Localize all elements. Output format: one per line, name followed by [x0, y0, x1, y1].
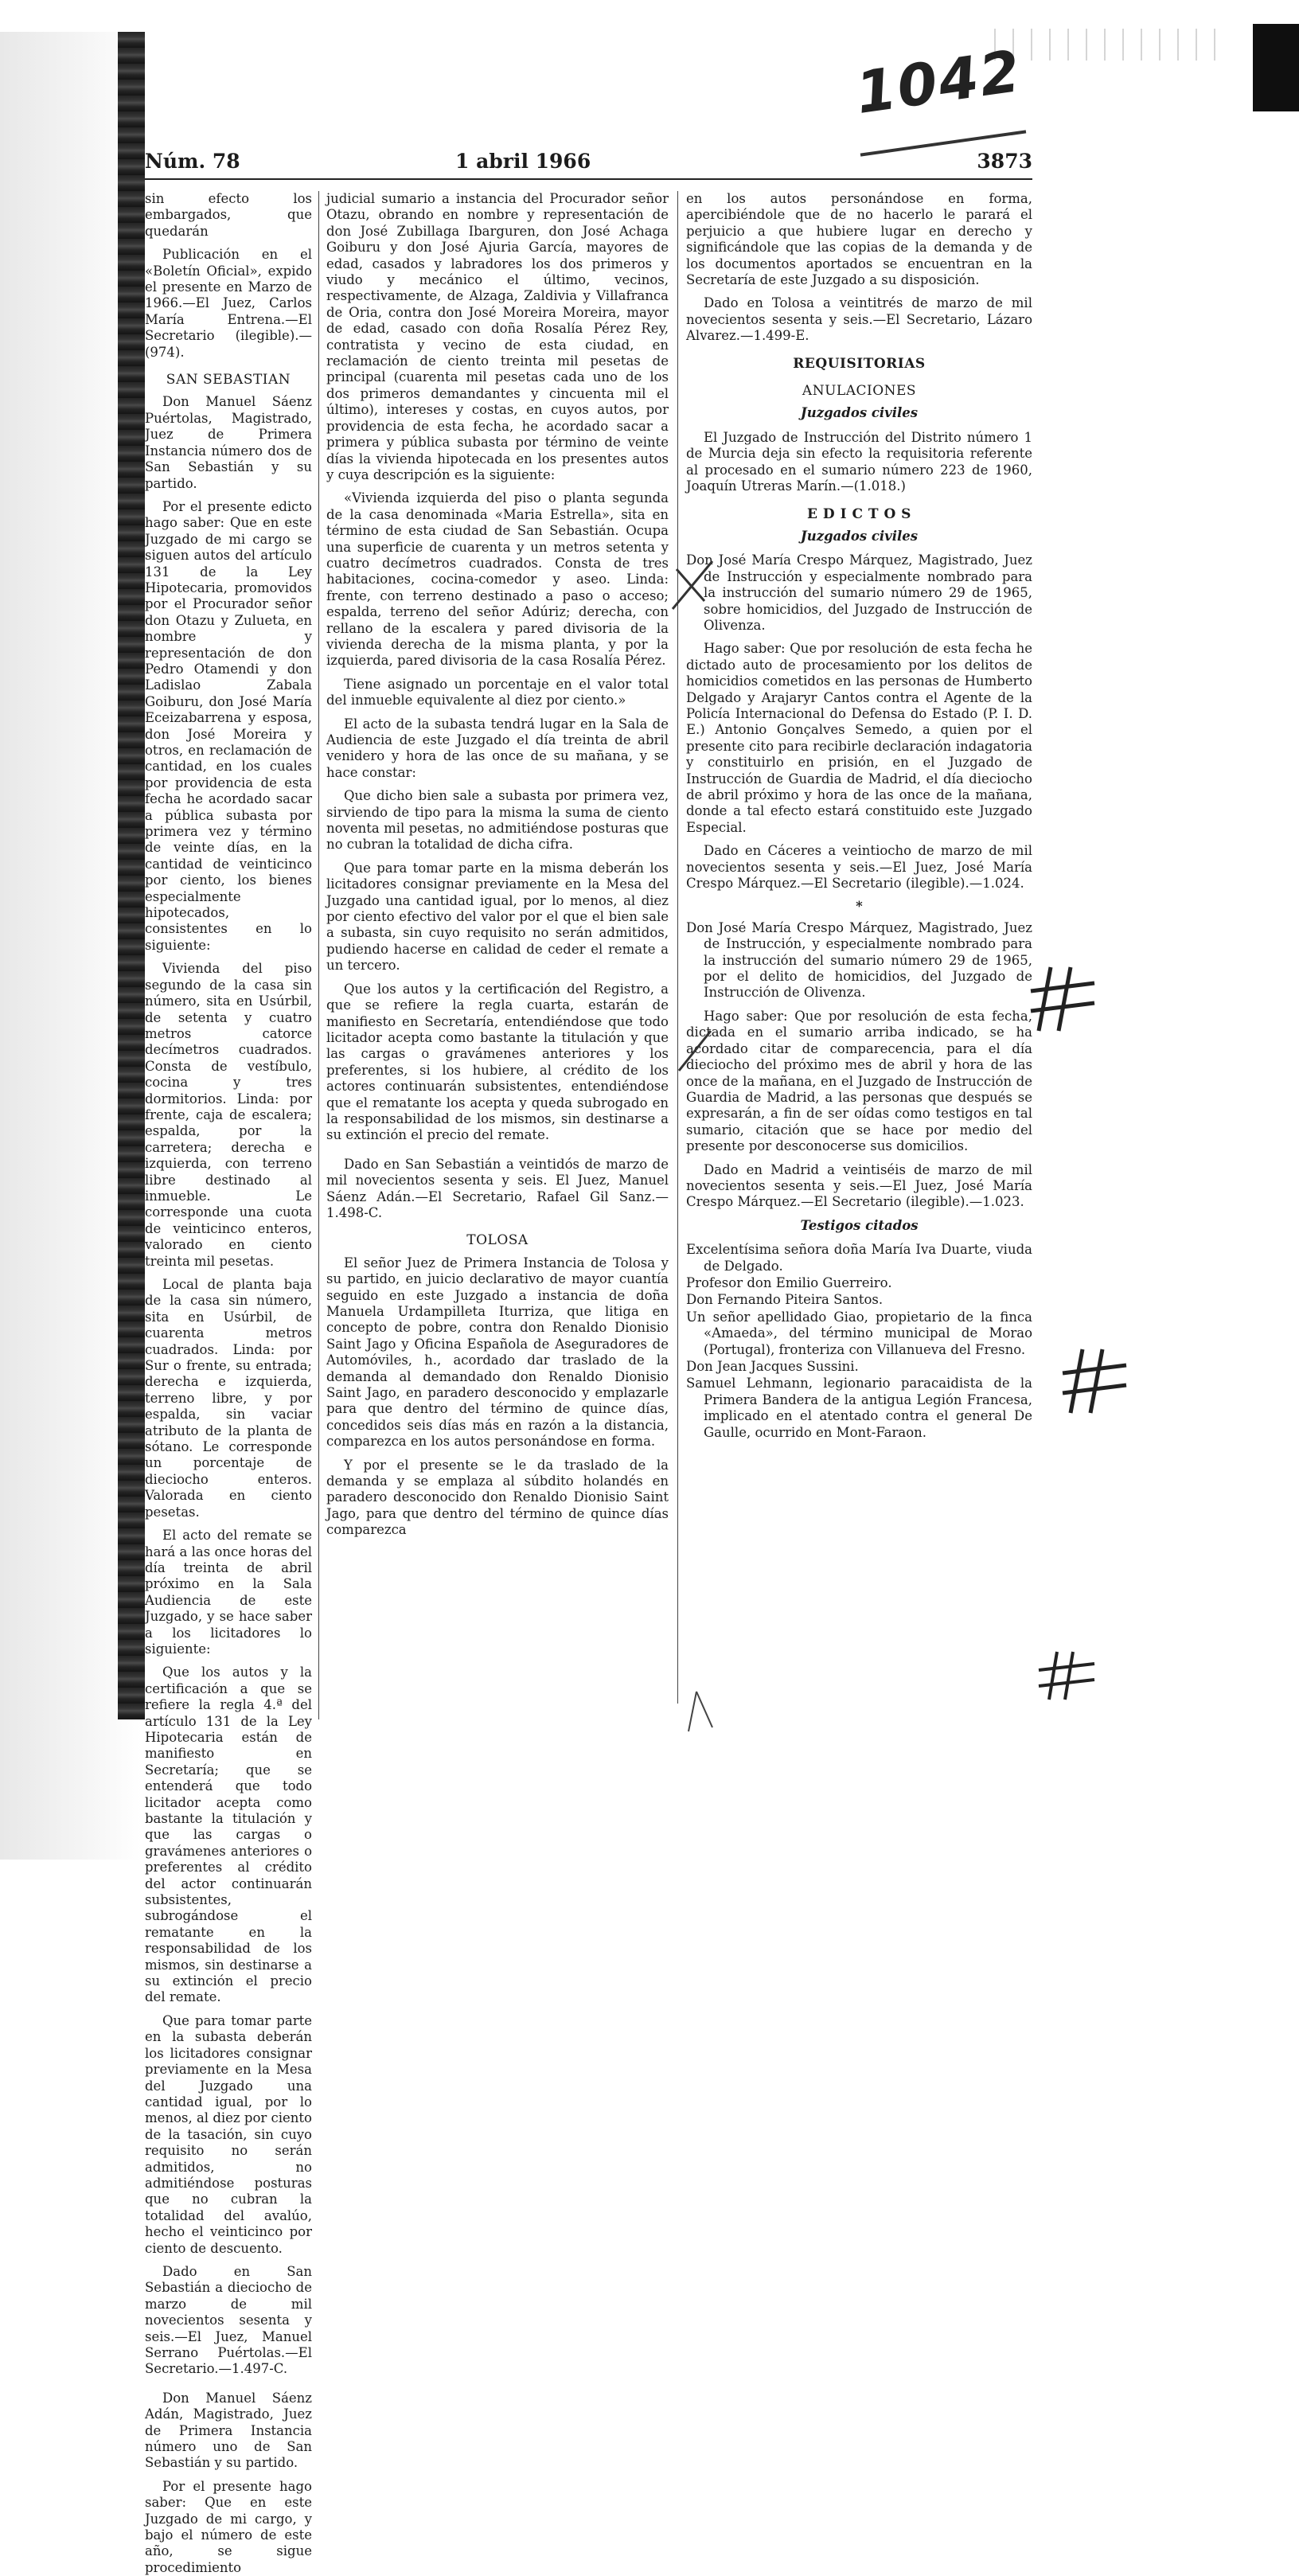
paragraph: Publicación en el «Boletín Oficial», expido el presente en Marzo de 1966.—El Juez, Carlos María Entrena.—El Secretario (ilegible).—(974).: [145, 247, 312, 360]
section-heading: SAN SEBASTIAN: [166, 372, 291, 388]
paragraph: Dado en Cáceres a veintiocho de marzo de mil novecientos sesenta y seis.—El Juez, José María Crespo Márquez.—El Secretario (ilegible).—1.024.: [686, 843, 1032, 892]
hash-mark-scribble: [1035, 1648, 1098, 1704]
hash-mark-scribble: [1027, 963, 1098, 1035]
column-3: [686, 191, 1032, 1727]
paragraph: Que para tomar parte en la misma deberán los licitadores consignar previamente en la Mesa del Juzgado una cantidad igual, por lo menos, al diez por ciento efectivo del valor por el que el bien sale a subasta, sin cuyo requisito no serán admitidos, pudiendo hacerse en calidad de ceder el remate a un tercero.: [326, 860, 669, 974]
issue-number: Núm. 78: [145, 150, 240, 173]
paragraph: Dado en San Sebastián a veintidós de marzo de mil novecientos sesenta y seis. El Juez, Manuel Sáenz Adán.—El Secretario, Rafael Gil Sanz.—1.498-C.: [326, 1156, 669, 1220]
witness-list: [686, 1242, 1032, 1441]
paragraph: judicial sumario a instancia del Procurador señor Otazu, obrando en nombre y representación de don José Zubillaga Ibarguren, don José Achaga Goiburu y don José Ajuria García, mayores de edad, casados y labradores los dos primeros y viudo y mecánico el último, vecinos, respectivamente, de Alzaga, Zaldivia y Villafranca de Oria, contra don José Moreira Moreira, mayor de edad, casado con doña Rosalía Pérez Rey, contratista y vecino de esta ciudad, en reclamación de ciento treinta mil pesetas de principal (cuarenta mil pesetas cada uno de los dos primeros demandantes y cincuenta mil el último), intereses y costas, en cuyos autos, por providencia de esta fecha, he acordado sacar a primera y pública subasta por término de veinte días la vivienda hipotecada en los presentes autos y cuya descripción es la siguiente:: [326, 191, 669, 482]
paragraph: Que dicho bien sale a subasta por primera vez, sirviendo de tipo para la misma la suma de ciento noventa mil pesetas, no admitiéndose posturas que no cubran la totalidad de dicha cifra.: [326, 788, 669, 853]
column-1: [145, 191, 312, 2575]
column-rule: [318, 191, 319, 1719]
column-rule: [677, 191, 678, 1704]
paragraph: Local de planta baja de la casa sin número, sita en Usúrbil, de cuarenta metros cuadrados. Linda: por Sur o frente, su entrada; derecha e izquierda, terreno libre, y por espalda, sin vaciar atributo de la planta de sótano. Le corresponde un porcentaje de dieciocho enteros. Valorada en ciento pesetas.: [145, 1277, 312, 1520]
list-item: Don Jean Jacques Sussini.: [686, 1359, 859, 1374]
scan-corner-mark: [1253, 24, 1299, 111]
paragraph: El señor Juez de Primera Instancia de Tolosa y su partido, en juicio declarativo de mayor cuantía seguido en este Juzgado a instancia de doña Manuela Urdampilleta Iturriza, que litiga en concepto de pobre, contra don Renaldo Dionisio Saint Jago y Oficina Española de Aseguradores de Automóviles, h., acordado dar traslado de la demanda al demandado don Renaldo Dionisio Saint Jago, en paradero desconocido y emplazarle para que dentro del término de quince días, concedidos seis días más en razón a la distancia, comparezca en los autos personándose en forma.: [326, 1255, 669, 1450]
paragraph: Vivienda del piso segundo de la casa sin número, sita en Usúrbil, de setenta y cuatro metros catorce decímetros cuadrados. Consta de vestíbulo, cocina y tres dormitorios. Linda: por frente, caja de escalera; espalda, por la carretera; derecha e izquierda, con terreno libre destinado al inmueble. Le corresponde una cuota de veinticinco enteros, valorado en ciento treinta mil pesetas.: [145, 961, 312, 1269]
paragraph: «Vivienda izquierda del piso o planta segunda de la casa denominada «Maria Estrella», sita en término de esta ciudad de San Sebastián. Ocupa una superficie de cuarenta y un metros setenta y cuatro decímetros cuadrados. Consta de tres habitaciones, cocina-comedor y aseo. Linda: frente, con terreno destinado a paso o acceso; espalda, terreno del señor Adúriz; derecha, con rellano de la escalera y pared divisoria de la vivienda derecha de la misma planta, y por la izquierda, pared divisoria de la casa Rosalía Pérez.: [326, 490, 669, 669]
section-heading: E D I C T O S: [807, 505, 911, 522]
column-2: [326, 191, 669, 1711]
x-mark-scribble: [669, 557, 716, 613]
list-item: Samuel Lehmann, legionario paracaidista de la Primera Bandera de la antigua Legión Francesa, implicado en el atentado contra el general De Gaulle, ocurrido en Mont-Faraon.: [686, 1376, 1032, 1440]
list-item: Un señor apellidado Giao, propietario de la finca «Amaeda», del término municipal de Morao (Portugal), fronteriza con Villanueva del Fresno.: [686, 1309, 1032, 1357]
handwritten-number: 1042: [852, 37, 1026, 127]
paragraph: Tiene asignado un porcentaje en el valor total del inmueble equivalente al diez por ciento.»: [326, 676, 669, 708]
paragraph: El acto de la subasta tendrá lugar en la Sala de Audiencia de este Juzgado el día treinta de abril venidero y hora de las once de su mañana, y se hace constar:: [326, 716, 669, 780]
issue-date: 1 abril 1966: [455, 150, 591, 173]
list-item: Don Fernando Piteira Santos.: [686, 1292, 884, 1308]
paragraph: Por el presente edicto hago saber: Que en este Juzgado de mi cargo se siguen autos del artículo 131 de la Ley Hipotecaria, promovidos por el Procurador señor don Otazu y Zulueta, en nombre y representación de don Pedro Otamendi y don Ladislao Zabala Goiburu, don José María Eceizabarrena y esposa, don José Moreira y otros, en reclamación de cantidad, en los cuales por providencia de esta fecha he acordado sacar a pública subasta por primera vez y término de veinte días, en la cantidad de veinticinco por ciento, los bienes especialmente hipotecados, consistentes en lo siguiente:: [145, 498, 312, 953]
paragraph: Dado en Tolosa a veintitrés de marzo de mil novecientos sesenta y seis.—El Secretario, Lázaro Alvarez.—1.499-E.: [686, 295, 1032, 344]
paragraph: en los autos personándose en forma, apercibiéndole que de no hacerlo le parará el perjuicio a que hubiere lugar en derecho y significándole que las copias de la demanda y de los documentos aportados se encuentran en la Secretaría de este Juzgado a su disposición.: [686, 191, 1032, 288]
page-header: [145, 150, 1032, 180]
paragraph: El acto del remate se hará a las once horas del día treinta de abril próximo en la Sala Audiencia de este Juzgado, y se hace saber a los licitadores lo siguiente:: [145, 1528, 312, 1657]
hash-mark-scribble: [1059, 1345, 1130, 1417]
paragraph: Hago saber: Que por resolución de esta fecha he dictado auto de procesamiento por los delitos de homicidios cometidos en las personas de Humberto Delgado y Arajaryr Cantos contra el Agente de la Policía Internacional do Defensa do Estado (P. I. D. E.) Antonio Gonçalves Semedo, a quien por el presente cito para recibirle declaración indagatoria y constituirlo en prisión, en el Juzgado de Instrucción de Guardia de Madrid, el día dieciocho de abril próximo y hora de las once de la mañana, donde a tal efecto estará constituido este Juzgado Especial.: [686, 641, 1032, 835]
paragraph: Don Manuel Sáenz Adán, Magistrado, Juez de Primera Instancia número uno de San Sebastián y su partido.: [145, 2390, 312, 2471]
paragraph: Dado en San Sebastián a dieciocho de marzo de mil novecientos sesenta y seis.—El Juez, Manuel Serrano Puértolas.—El Secretario.—1.497-C.: [145, 2263, 312, 2377]
x-mark-scribble: [675, 1027, 715, 1075]
page-number: 3873: [977, 150, 1032, 173]
paragraph: Que los autos y la certificación del Registro, a que se refiere la regla cuarta, estarán de manifiesto en Secretaría, entendiéndose que todo licitador acepta como bastante la titulación y que las cargas o gravámenes anteriores y los preferentes, si los hubiere, al crédito de los actores continuarán subsistentes, entendiéndose que el rematante los acepta y queda subrogado en la responsabilidad de los mismos, sin destinarse a su extinción el precio del remate.: [326, 981, 669, 1143]
paragraph: Por el presente hago saber: Que en este Juzgado de mi cargo, y bajo el número de este año, se sigue procedimiento: [145, 2478, 312, 2575]
subsection-heading: Testigos citados: [800, 1217, 919, 1233]
list-item: Profesor don Emilio Guerreiro.: [686, 1274, 892, 1290]
paragraph: Don José María Crespo Márquez, Magistrado, Juez de Instrucción y especialmente nombrado para la instrucción del sumario número 29 de 1965, sobre homicidios, del Juzgado de Instrucción de Olivenza.: [686, 552, 1032, 633]
section-heading: REQUISITORIAS: [793, 355, 926, 372]
tick-mark-scribble: [681, 1688, 720, 1735]
paragraph: Dado en Madrid a veintiséis de marzo de mil novecientos sesenta y seis.—El Juez, José María Crespo Márquez.—El Secretario (ilegible).—1.023.: [686, 1161, 1032, 1210]
paragraph: Don Manuel Sáenz Puértolas, Magistrado, Juez de Primera Instancia número dos de San Sebastián y su partido.: [145, 394, 312, 491]
list-item: Excelentísima señora doña María Iva Duarte, viuda de Delgado.: [686, 1242, 1032, 1274]
subsection-heading: ANULACIONES: [802, 383, 917, 400]
paragraph: sin efecto los embargados, que quedarán: [145, 191, 312, 239]
subsection-heading: Juzgados civiles: [800, 528, 919, 544]
separator: *: [856, 899, 863, 915]
paragraph: Que los autos y la certificación a que se refiere la regla 4.ª del artículo 131 de la Ley Hipotecaria están de manifiesto en Secretaría; que se entenderá que todo licitador acepta como bastante la titulación y que las cargas o gravámenes anteriores o preferentes al crédito del actor continuarán subsistentes, subrogándose el rematante en la responsabilidad de los mismos, sin destinarse a su extinción el precio del remate.: [145, 1665, 312, 2005]
scan-margin-smear: [118, 32, 145, 1719]
paragraph: Hago saber: Que por resolución de esta fecha, dictada en el sumario arriba indicado, se ha acordado citar de comparecencia, para el día dieciocho del próximo mes de abril y hora de las once de la mañana, en el Juzgado de Instrucción de Guardia de Madrid, a las personas que después se expresarán, a fin de ser oídas como testigos en tal sumario, citación que se hace por medio del presente por desconocerse sus domicilios.: [686, 1008, 1032, 1154]
paragraph: El Juzgado de Instrucción del Distrito número 1 de Murcia deja sin efecto la requisitoria referente al procesado en el sumario número 223 de 1960, Joaquín Utreras Marín.—(1.018.): [686, 429, 1032, 494]
header-rule: [145, 178, 1032, 180]
paragraph: Y por el presente se le da traslado de la demanda y se emplaza al súbdito holandés en paradero desconocido don Renaldo Dionisio Saint Jago, para que dentro del término de quince días comparezca: [326, 1457, 669, 1538]
subsection-heading: Juzgados civiles: [800, 405, 919, 421]
paragraph: Que para tomar parte en la subasta deberán los licitadores consignar previamente en la Mesa del Juzgado una cantidad igual, por lo menos, al diez por ciento de la tasación, sin cuyo requisito no serán admitidos, no admitiéndose posturas que no cubran la totalidad del avalúo, hecho el veinticinco por ciento de descuento.: [145, 2012, 312, 2256]
section-heading: TOLOSA: [466, 1232, 529, 1249]
paragraph: Don José María Crespo Márquez, Magistrado, Juez de Instrucción, y especialmente nombrado para la instrucción del sumario número 29 de 1965, por el delito de homicidios, del Juzgado de Instrucción de Olivenza.: [686, 919, 1032, 1001]
